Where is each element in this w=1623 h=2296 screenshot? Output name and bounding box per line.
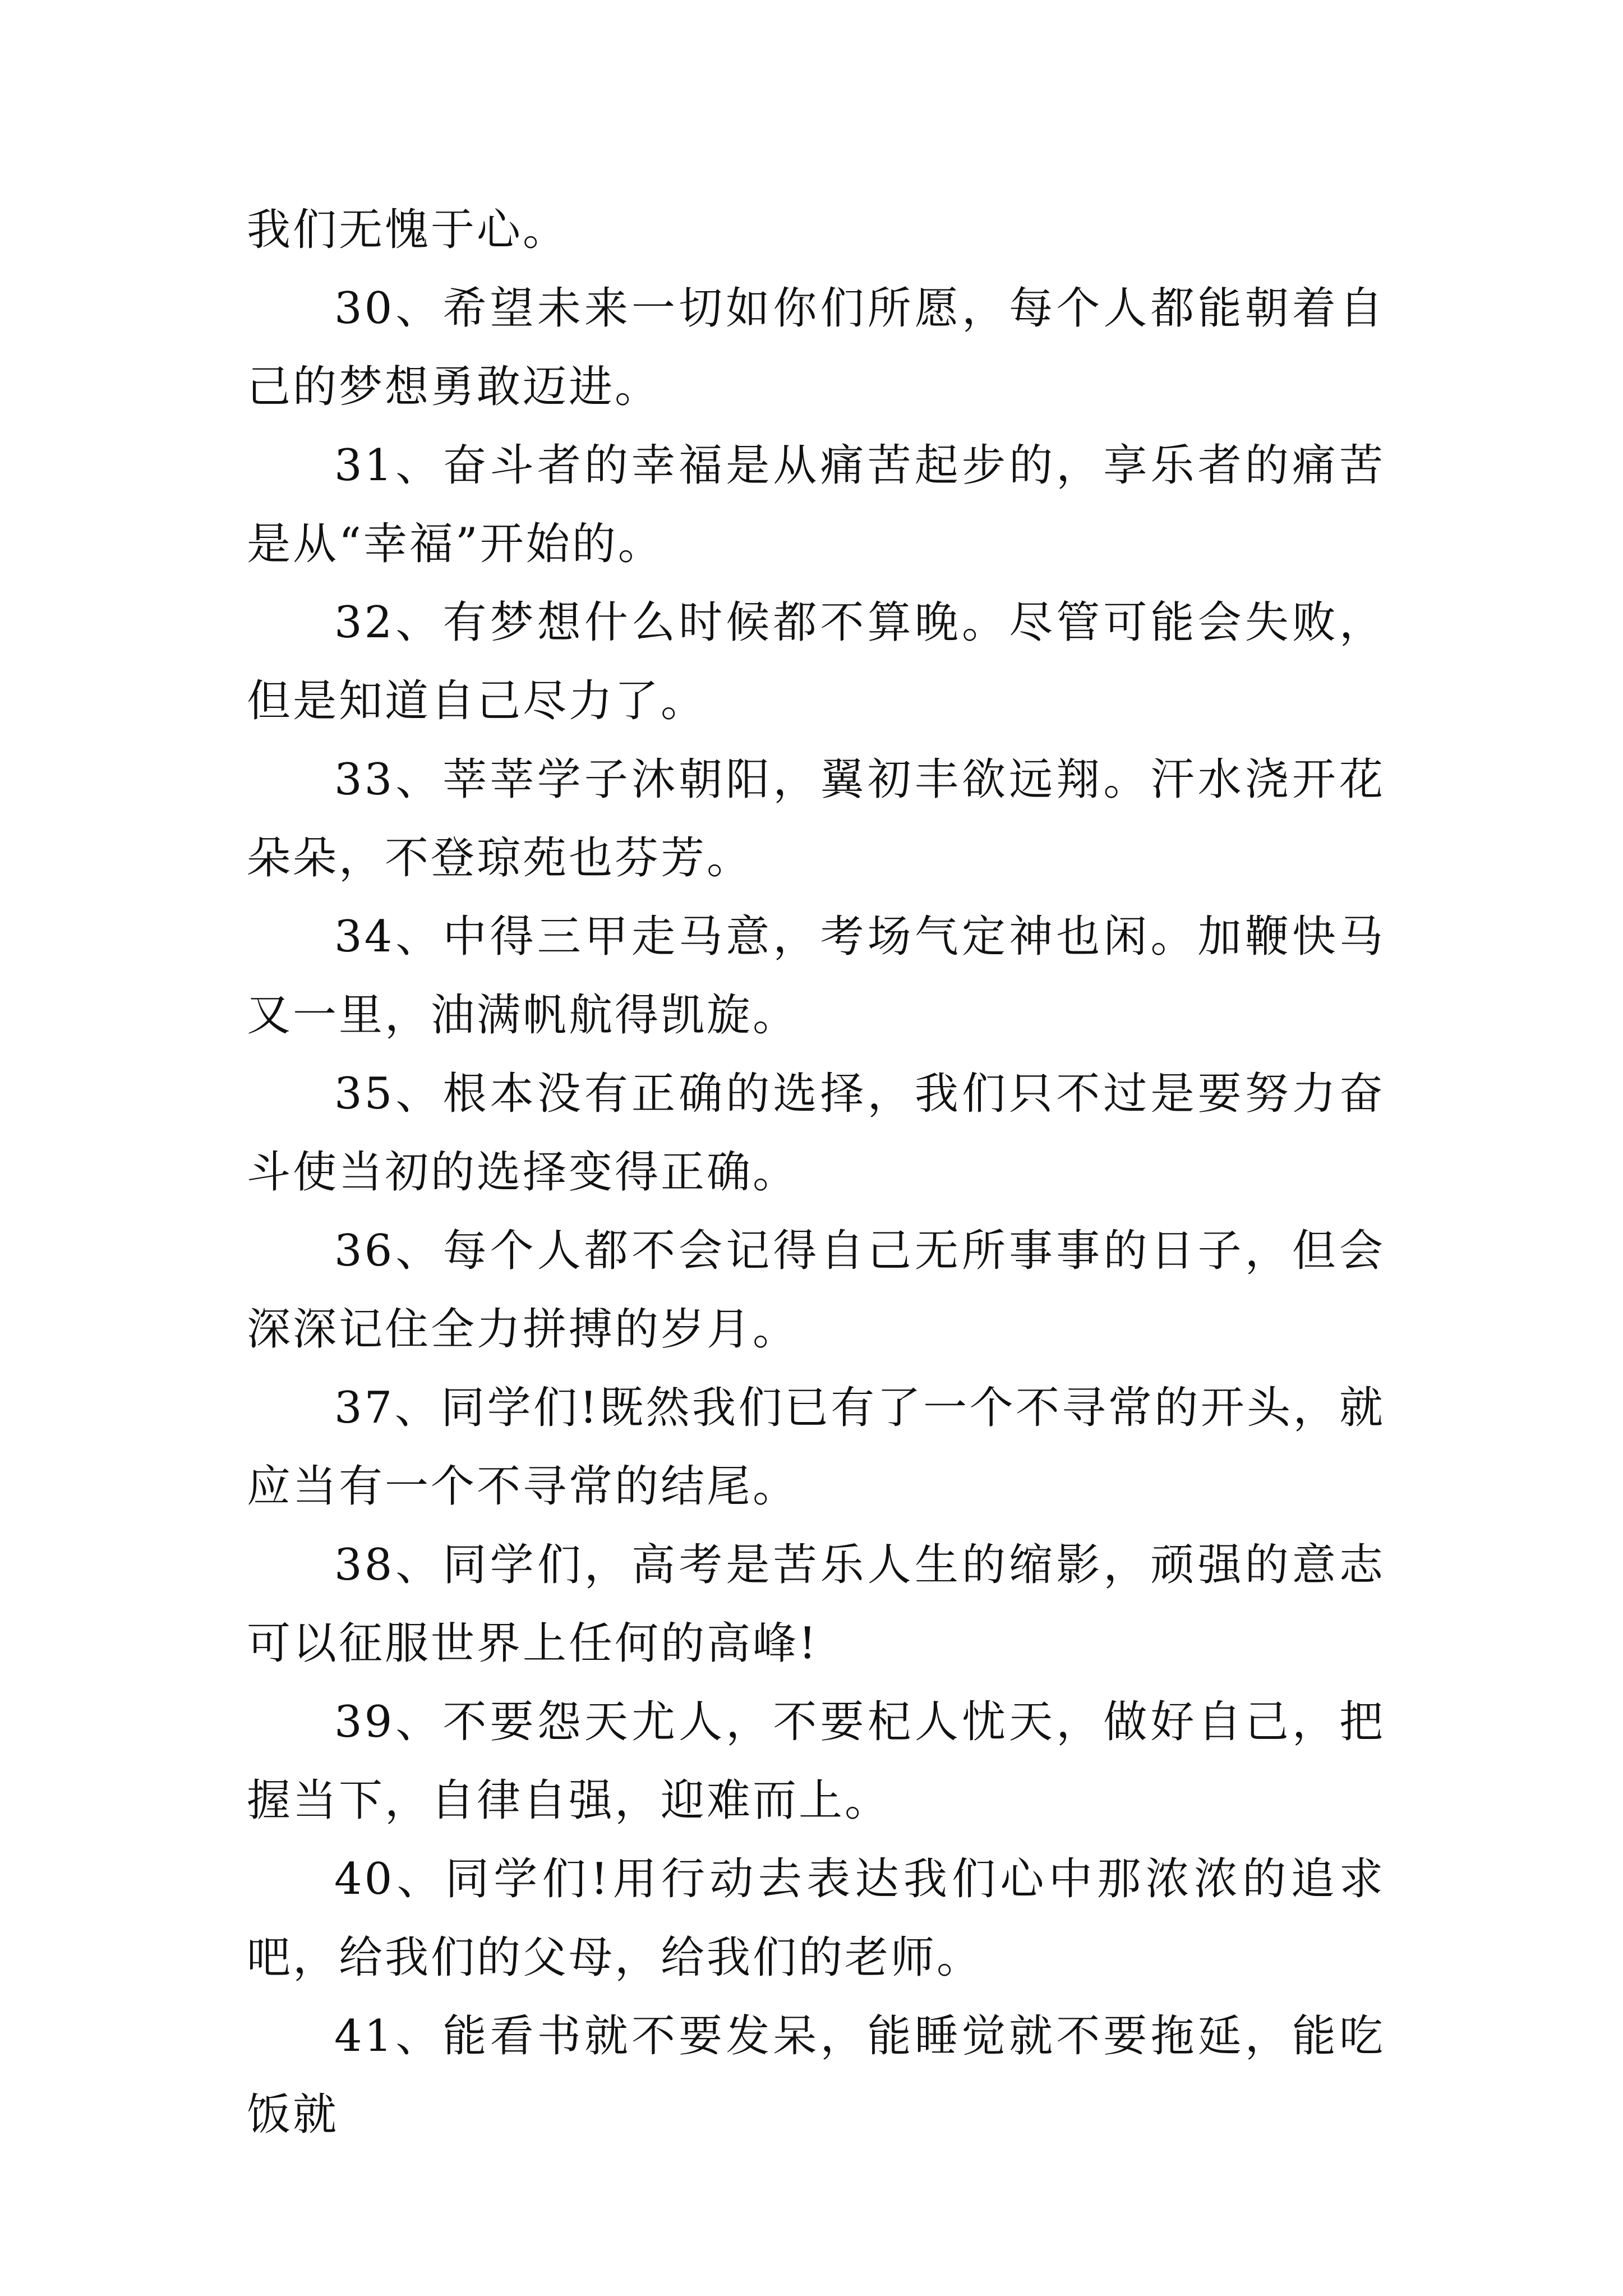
paragraph-30: 30、希望未来一切如你们所愿，每个人都能朝着自己的梦想勇敢迈进。 xyxy=(247,283,1385,412)
document-body xyxy=(247,191,1385,2154)
paragraph-34: 34、中得三甲走马意，考场气定神也闲。加鞭快马又一里，油满帆航得凯旋。 xyxy=(247,912,1385,1041)
paragraph-continuation: 我们无愧于心。 xyxy=(247,205,569,255)
paragraph-38: 38、同学们，高考是苦乐人生的缩影，顽强的意志可以征服世界上任何的高峰! xyxy=(247,1540,1385,1669)
paragraph-35: 35、根本没有正确的选择，我们只不过是要努力奋斗使当初的选择变得正确。 xyxy=(247,1069,1385,1198)
paragraph-33: 33、莘莘学子沐朝阳，翼初丰欲远翔。汗水浇开花朵朵，不登琼苑也芬芳。 xyxy=(247,754,1385,884)
paragraph-36: 36、每个人都不会记得自己无所事事的日子，但会深深记住全力拼搏的岁月。 xyxy=(247,1226,1385,1355)
paragraph-41: 41、能看书就不要发呆，能睡觉就不要拖延，能吃饭就 xyxy=(247,2011,1385,2140)
paragraph-32: 32、有梦想什么时候都不算晚。尽管可能会失败，但是知道自己尽力了。 xyxy=(247,597,1385,726)
paragraph-37: 37、同学们!既然我们已有了一个不寻常的开头，就应当有一个不寻常的结尾。 xyxy=(247,1383,1385,1512)
paragraph-39: 39、不要怨天尤人，不要杞人忧天，做好自己，把握当下，自律自强，迎难而上。 xyxy=(247,1697,1385,1826)
paragraph-40: 40、同学们!用行动去表达我们心中那浓浓的追求吧，给我们的父母，给我们的老师。 xyxy=(247,1854,1385,1983)
paragraph-31: 31、奋斗者的幸福是从痛苦起步的，享乐者的痛苦是从“幸福”开始的。 xyxy=(247,440,1385,569)
